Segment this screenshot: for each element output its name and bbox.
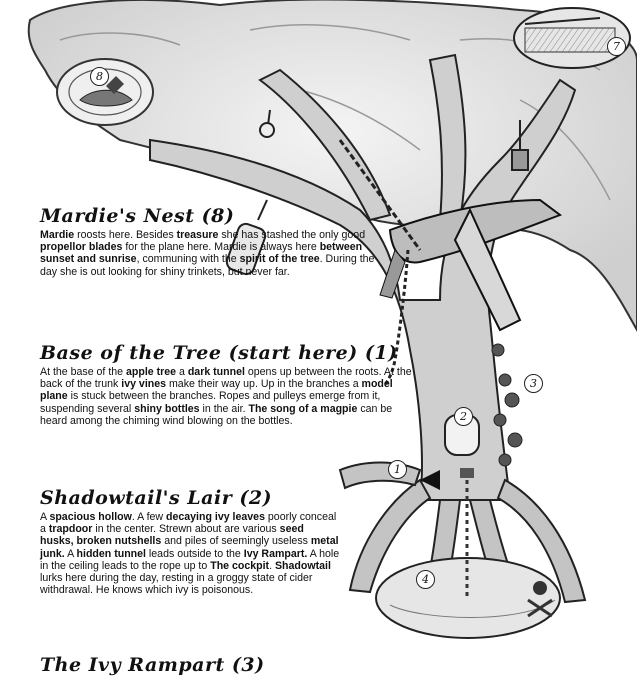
text-run: in the center. Strewn about are various: [92, 523, 280, 536]
text-run: lurks here during the day, resting in a groggy state of cider withdrawal. He knows which ivy is poisonous.: [40, 572, 313, 597]
bold-term: shiny bottles: [134, 402, 200, 415]
text-run: A hole in the ceiling leads to the rope up to: [40, 547, 340, 572]
text-run: . A few: [131, 511, 167, 523]
section-title: The Ivy Rampart (3): [40, 654, 265, 676]
section-paragraph: [40, 229, 380, 278]
text-run: . During the day she is out looking for shiny trinkets, but never far.: [40, 253, 375, 278]
bold-term: hidden tunnel: [76, 547, 146, 560]
section-title: Mardie's Nest (8): [40, 205, 235, 227]
bold-term: Ivy Rampart.: [243, 547, 308, 560]
text-run: leads outside to the: [145, 547, 244, 560]
map-marker-7: 7: [607, 37, 626, 56]
bold-term: decaying ivy leaves: [166, 511, 265, 523]
bold-term: ivy vines: [121, 378, 167, 391]
text-run: in the air.: [199, 402, 249, 415]
text-run: can be heard among the chiming wind blowing on the bottles.: [40, 402, 393, 427]
text-run: and piles of seemingly useless: [161, 535, 311, 548]
map-marker-2: 2: [454, 407, 473, 426]
text-run: for the plane here. Mardie is always here: [122, 241, 320, 254]
text-run: A: [64, 547, 77, 560]
bold-term: propellor blades: [40, 241, 123, 254]
bold-term: dark tunnel: [187, 366, 245, 378]
text-run: , communing with the: [136, 253, 240, 266]
text-run: A: [40, 511, 50, 523]
map-marker-8: 8: [90, 67, 109, 86]
bold-term: between sunset and sunrise: [40, 241, 363, 266]
bold-term: trapdoor: [48, 523, 93, 536]
text-run: make their way up. Up in the branches a: [166, 378, 362, 391]
section-paragraph: [40, 511, 340, 596]
section-mardies-nest: [40, 205, 375, 278]
section-paragraph: [40, 366, 420, 427]
text-run: is stuck between the branches. Ropes and pulleys emerge from it, suspending several: [40, 390, 381, 415]
map-marker-3: 3: [524, 374, 543, 393]
text-run: poorly conceal a: [40, 511, 337, 536]
text-run: opens up between the roots. At the back of the trunk: [40, 366, 412, 391]
bold-term: spacious hollow: [49, 511, 132, 523]
bold-term: The cockpit: [210, 559, 270, 572]
section-title: Base of the Tree (start here) (1): [40, 342, 398, 364]
bold-term: seed husks, broken nutshells: [40, 523, 304, 548]
bold-term: The song of a magpie: [248, 402, 358, 415]
bold-term: Mardie: [40, 229, 75, 241]
bold-term: apple tree: [126, 366, 177, 378]
section-title: Shadowtail's Lair (2): [40, 487, 273, 509]
bold-term: treasure: [176, 229, 219, 241]
section-base-of-the-tree: [40, 342, 420, 427]
bold-term: metal junk.: [40, 535, 339, 560]
text-run: .: [269, 559, 275, 572]
bold-term: model plane: [40, 378, 393, 403]
bold-term: Shadowtail: [274, 559, 331, 572]
section-shadowtails-lair: [40, 487, 340, 596]
section-ivy-rampart: [40, 654, 340, 678]
text-run: At the base of the: [40, 366, 126, 378]
text-run: roosts here. Besides: [74, 229, 177, 241]
map-marker-1: 1: [388, 460, 407, 479]
text-run: she has stashed the only good: [218, 229, 366, 241]
bold-term: spirit of the tree: [239, 253, 320, 266]
map-marker-4: 4: [416, 570, 435, 589]
text-run: a: [176, 366, 188, 378]
